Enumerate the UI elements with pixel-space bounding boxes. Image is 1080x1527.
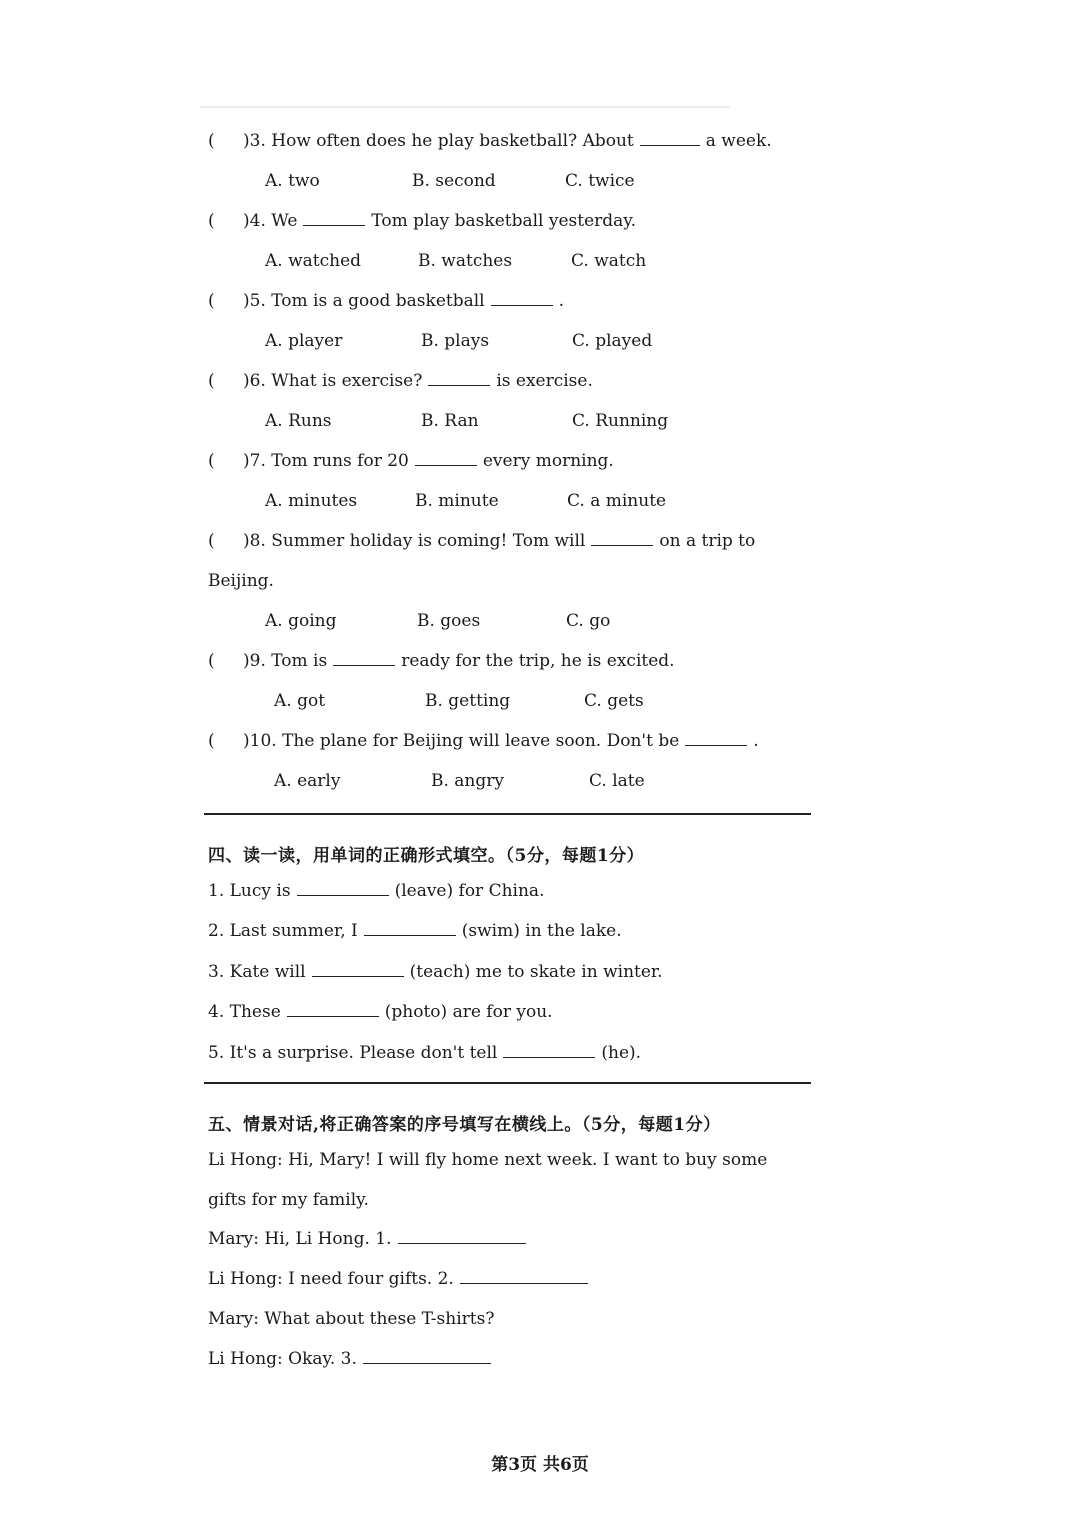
question-text: )7. Tom runs for 20 [243,451,409,471]
answer-paren[interactable]: ( [208,531,215,551]
section-divider [204,813,811,815]
option-b: B. plays [421,331,490,351]
answer-blank[interactable] [685,731,747,746]
answer-blank[interactable] [428,371,490,386]
fill-blank[interactable] [287,1002,379,1017]
answer-paren[interactable]: ( [208,291,215,311]
option-c: C. twice [565,171,635,191]
question-text-after: ready for the trip, he is excited. [401,651,675,671]
option-a: A. two [265,171,320,191]
dialogue-blank-1[interactable] [398,1229,526,1244]
dialogue-blank-2[interactable] [460,1269,588,1284]
answer-blank[interactable] [640,131,700,146]
section-4-heading: 四、读一读，用单词的正确形式填空。（5分，每题1分） [208,846,645,866]
answer-blank[interactable] [415,451,477,466]
option-b: B. angry [431,771,504,791]
fill-item-1 [208,881,544,901]
answer-paren[interactable]: ( [208,371,215,391]
fill-item-3 [208,962,663,982]
dialogue-line: gifts for my family. [208,1190,369,1210]
fill-blank[interactable] [312,962,404,977]
dialogue-text: Mary: Hi, Li Hong. 1. [208,1229,392,1249]
dialogue-text: Li Hong: Okay. 3. [208,1349,357,1369]
fill-hint: (leave) for China. [394,881,545,901]
question-text-after: Tom play basketball yesterday. [371,211,637,231]
fill-blank[interactable] [297,881,389,896]
option-c: C. a minute [567,491,667,511]
question-text-continued: Beijing. [208,571,274,591]
answer-paren[interactable]: ( [208,131,215,151]
answer-blank[interactable] [303,211,365,226]
fill-hint: (photo) are for you. [384,1002,553,1022]
option-b: B. second [412,171,496,191]
answer-blank[interactable] [591,531,653,546]
scan-top-edge [200,106,730,108]
question-text: )4. We [243,211,298,231]
fill-text: 5. It's a surprise. Please don't tell [208,1043,498,1063]
fill-item-5 [208,1043,641,1063]
question-text: )10. The plane for Beijing will leave soon. Don't be [243,731,680,751]
option-a: A. minutes [265,491,358,511]
fill-text: 3. Kate will [208,962,306,982]
option-b: B. watches [418,251,513,271]
fill-text: 4. These [208,1002,281,1022]
option-c: C. go [566,611,611,631]
question-text-after: . [753,731,759,751]
option-b: B. getting [425,691,511,711]
question-text: )6. What is exercise? [243,371,423,391]
fill-hint: (he). [601,1043,642,1063]
option-a: A. Runs [265,411,332,431]
question-text: )3. How often does he play basketball? About [243,131,634,151]
question-text: )5. Tom is a good basketball [243,291,485,311]
dialogue-line: Mary: What about these T-shirts? [208,1309,495,1329]
question-text-after: on a trip to [659,531,756,551]
option-a: A. player [265,331,343,351]
dialogue-line-2 [208,1269,594,1289]
fill-item-4 [208,1002,553,1022]
answer-blank[interactable] [333,651,395,666]
option-c: C. Running [572,411,669,431]
fill-blank[interactable] [364,921,456,936]
option-b: B. minute [415,491,499,511]
question-text-after: a week. [705,131,772,151]
dialogue-line-3 [208,1349,497,1369]
answer-paren[interactable]: ( [208,651,215,671]
answer-paren[interactable]: ( [208,211,215,231]
answer-paren[interactable]: ( [208,731,215,751]
fill-text: 2. Last summer, I [208,921,358,941]
section-divider [204,1082,811,1084]
option-c: C. late [589,771,645,791]
dialogue-blank-3[interactable] [363,1349,491,1364]
question-text: )9. Tom is [243,651,328,671]
fill-hint: (teach) me to skate in winter. [409,962,663,982]
option-b: B. goes [417,611,481,631]
fill-text: 1. Lucy is [208,881,291,901]
question-text: )8. Summer holiday is coming! Tom will [243,531,586,551]
answer-blank[interactable] [491,291,553,306]
option-a: A. watched [265,251,362,271]
option-a: A. going [265,611,337,631]
section-5-heading: 五、情景对话,将正确答案的序号填写在横线上。（5分，每题1分） [208,1115,721,1135]
dialogue-line: Li Hong: Hi, Mary! I will fly home next week. I want to buy some [208,1150,768,1170]
dialogue-line-1 [208,1229,532,1249]
question-text-after: every morning. [482,451,614,471]
option-c: C. played [572,331,653,351]
answer-paren[interactable]: ( [208,451,215,471]
fill-item-2 [208,921,622,941]
option-a: A. early [274,771,341,791]
question-text-after: . [558,291,565,311]
option-c: C. watch [571,251,647,271]
option-a: A. got [274,691,326,711]
option-c: C. gets [584,691,644,711]
option-b: B. Ran [421,411,479,431]
dialogue-text: Li Hong: I need four gifts. 2. [208,1269,454,1289]
page-number: 第3页 共6页 [491,1455,589,1475]
question-text-after: is exercise. [496,371,593,391]
fill-blank[interactable] [503,1043,595,1058]
fill-hint: (swim) in the lake. [461,921,622,941]
